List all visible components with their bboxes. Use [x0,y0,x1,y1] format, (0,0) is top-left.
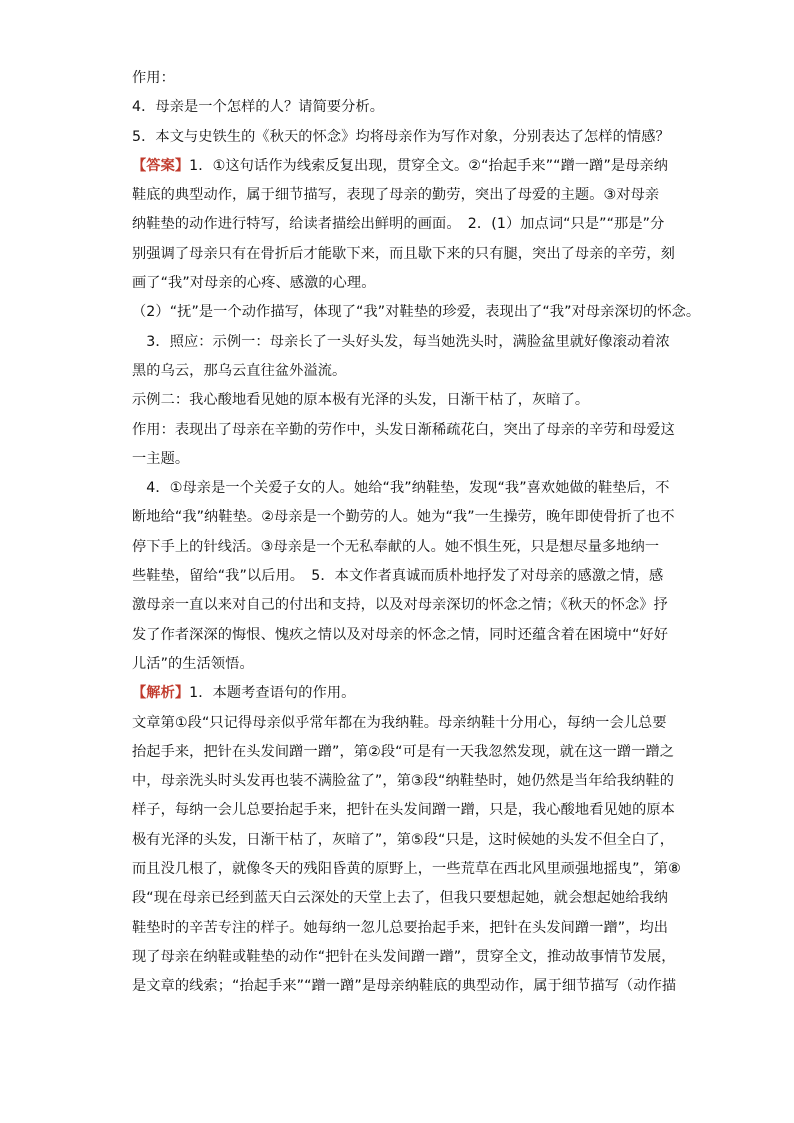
text-line: 文章第①段“只记得母亲似乎常年都在为我纳鞋。母亲纳鞋十分用心，每纳一会儿总要 [132,714,667,731]
text-line: 纳鞋垫的动作进行特写，给读者描绘出鲜明的画面。 2．(1）加点词“只是”“那是”分 [132,216,665,233]
text-line: 鞋底的典型动作，属于细节描写，表现了母亲的勤劳，突出了母爱的主题。③对母亲 [132,187,660,204]
question-5: 5．本文与史铁生的《秋天的怀念》均将母亲作为写作对象，分别表达了怎样的情感？ [132,128,670,145]
text-line: 黑的乌云，那乌云直往盆外溢流。 [132,362,347,379]
text-line: 段“现在母亲已经到蓝天白云深处的天堂上去了，但我只要想起她，就会想起她给我纳 [132,890,669,907]
text-line: 作用： [132,70,175,86]
text-line: （2）“抚”是一个动作描写，体现了“我”对鞋垫的珍爱，表现出了“我”对母亲深切的怀念。 [132,304,701,321]
text-line: 些鞋垫，留给“我”以后用。 5．本文作者真诚而质朴地抒发了对母亲的感激之情，感 [132,568,664,585]
text-line: 极有光泽的头发，日渐干枯了，灰暗了”，第⑤段“只是，这时候她的头发不但全白了， [132,831,675,848]
text-line: 样子，每纳一会儿总要抬起手来，把针在头发间蹭一蹭，只是，我心酸地看见她的原本 [132,802,675,819]
text-line: 画了“我”对母亲的心疼、感激的心理。 [132,275,376,292]
answer-line [132,152,669,181]
analysis-line-text: 1．本题考查语句的作用。 [189,685,356,702]
text-line: 示例二：我心酸地看见她的原本极有光泽的头发，日渐干枯了，灰暗了。 [132,392,590,409]
text-line: 是文章的线索；“抬起手来”“蹭一蹭”是母亲纳鞋底的典型动作，属于细节描写（动作描 [132,978,677,995]
text-line: 现了母亲在纳鞋或鞋垫的动作“把针在头发间蹭一蹭”，贯穿全文，推动故事情节发展， [132,948,676,965]
text-line: 作用：表现出了母亲在辛勤的劳作中，头发日渐稀疏花白，突出了母亲的辛劳和母爱这 [132,421,675,438]
text-line: 中，母亲洗头时头发再也装不满脸盆了”，第③段“纳鞋垫时，她仍然是当年给我纳鞋的 [132,773,675,790]
text-line: 激母亲一直以来对自己的付出和支持，以及对母亲深切的怀念之情；《秋天的怀念》抒 [132,597,668,614]
text-line: 别强调了母亲只有在骨折后才能歇下来，而且歇下来的只有腿，突出了母亲的辛劳，刻 [132,245,675,262]
analysis-line [132,679,662,708]
text-line: 停下手上的针线活。③母亲是一个无私奉献的人。她不惧生死，只是想尽量多地纳一 [132,538,660,555]
text-line: 断地给“我”纳鞋垫。②母亲是一个勤劳的人。她为“我”一生操劳，晚年即使骨折了也不 [132,509,675,526]
answer-line-text: 1．①这句话作为线索反复出现，贯穿全文。②“抬起手来”“蹭一蹭”是母亲纳 [189,157,669,174]
document-page [132,64,701,1002]
text-line: 儿活”的生活领悟。 [132,655,254,672]
question-4: 4．母亲是一个怎样的人？请简要分析。 [132,99,385,116]
text-line: 而且没几根了，就像冬天的残阳昏黄的原野上，一些荒草在西北风里顽强地摇曳”，第⑧ [132,861,681,878]
answer-tag: 【答案】 [132,157,190,174]
text-line: 抬起手来，把针在头发间蹭一蹭”，第②段“可是有一天我忽然发现，就在这一蹭一蹭之 [132,743,675,760]
text-line: 4．①母亲是一个关爱子女的人。她给“我”纳鞋垫，发现“我”喜欢她做的鞋垫后，不 [132,480,670,497]
text-line: 一主题。 [132,450,190,467]
text-line: 鞋垫时的辛苦专注的样子。她每纳一忽儿总要抬起手来，把针在头发间蹭一蹭”，均出 [132,919,669,936]
text-line: 3．照应：示例一：母亲长了一头好头发，每当她洗头时，满脸盆里就好像滚动着浓 [132,333,670,350]
analysis-tag: 【解析】 [132,685,190,702]
text-line: 发了作者深深的悔恨、愧疚之情以及对母亲的怀念之情，同时还蕴含着在困境中“好好 [132,626,669,643]
